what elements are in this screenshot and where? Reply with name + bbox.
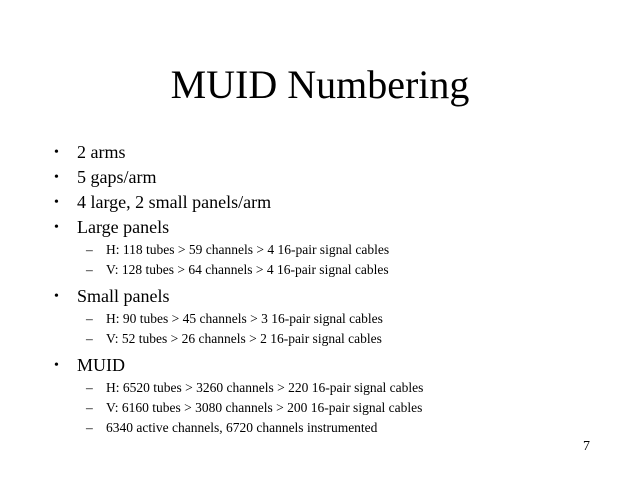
bullet-marker: • <box>54 170 59 185</box>
bullet-marker: • <box>54 358 59 373</box>
bullet-marker: • <box>54 145 59 160</box>
sub-bullet-text: V: 128 tubes > 64 channels > 4 16-pair signal cables <box>106 262 389 277</box>
sub-bullet-text: H: 118 tubes > 59 channels > 4 16-pair signal cables <box>106 242 390 257</box>
bullet-text: 4 large, 2 small panels/arm <box>77 192 272 212</box>
bullet-marker: • <box>54 220 59 235</box>
bullet-item <box>0 215 640 240</box>
bullet-item <box>0 353 640 378</box>
bullet-text: Large panels <box>77 217 170 237</box>
sub-bullet-text: V: 6160 tubes > 3080 channels > 200 16-pair signal cables <box>106 400 423 415</box>
bullet-list <box>0 140 640 438</box>
bullet-text: MUID <box>77 355 125 375</box>
bullet-item <box>0 140 640 165</box>
bullet-item <box>0 284 640 309</box>
sub-bullet-item <box>0 309 640 329</box>
page-number: 7 <box>583 439 590 454</box>
sub-bullet-text: H: 90 tubes > 45 channels > 3 16-pair signal cables <box>106 311 383 326</box>
slide-title: MUID Numbering <box>170 62 470 107</box>
sub-bullet-marker: – <box>86 262 93 277</box>
bullet-item <box>0 165 640 190</box>
sub-bullet-marker: – <box>86 400 93 415</box>
sub-bullet-item <box>0 329 640 349</box>
sub-bullet-marker: – <box>86 242 93 257</box>
sub-bullet-marker: – <box>86 311 93 326</box>
sub-bullet-marker: – <box>86 420 93 435</box>
sub-bullet-item <box>0 240 640 260</box>
sub-bullet-item <box>0 398 640 418</box>
sub-bullet-item <box>0 260 640 280</box>
bullet-item <box>0 190 640 215</box>
sub-bullet-item <box>0 418 640 438</box>
bullet-text: Small panels <box>77 286 170 306</box>
sub-bullet-text: 6340 active channels, 6720 channels instrumented <box>106 420 378 435</box>
sub-bullet-marker: – <box>86 380 93 395</box>
sub-bullet-marker: – <box>86 331 93 346</box>
bullet-text: 2 arms <box>77 142 126 162</box>
bullet-marker: • <box>54 289 59 304</box>
bullet-marker: • <box>54 195 59 210</box>
sub-bullet-text: V: 52 tubes > 26 channels > 2 16-pair signal cables <box>106 331 382 346</box>
bullet-text: 5 gaps/arm <box>77 167 157 187</box>
sub-bullet-item <box>0 378 640 398</box>
sub-bullet-text: H: 6520 tubes > 3260 channels > 220 16-pair signal cables <box>106 380 424 395</box>
